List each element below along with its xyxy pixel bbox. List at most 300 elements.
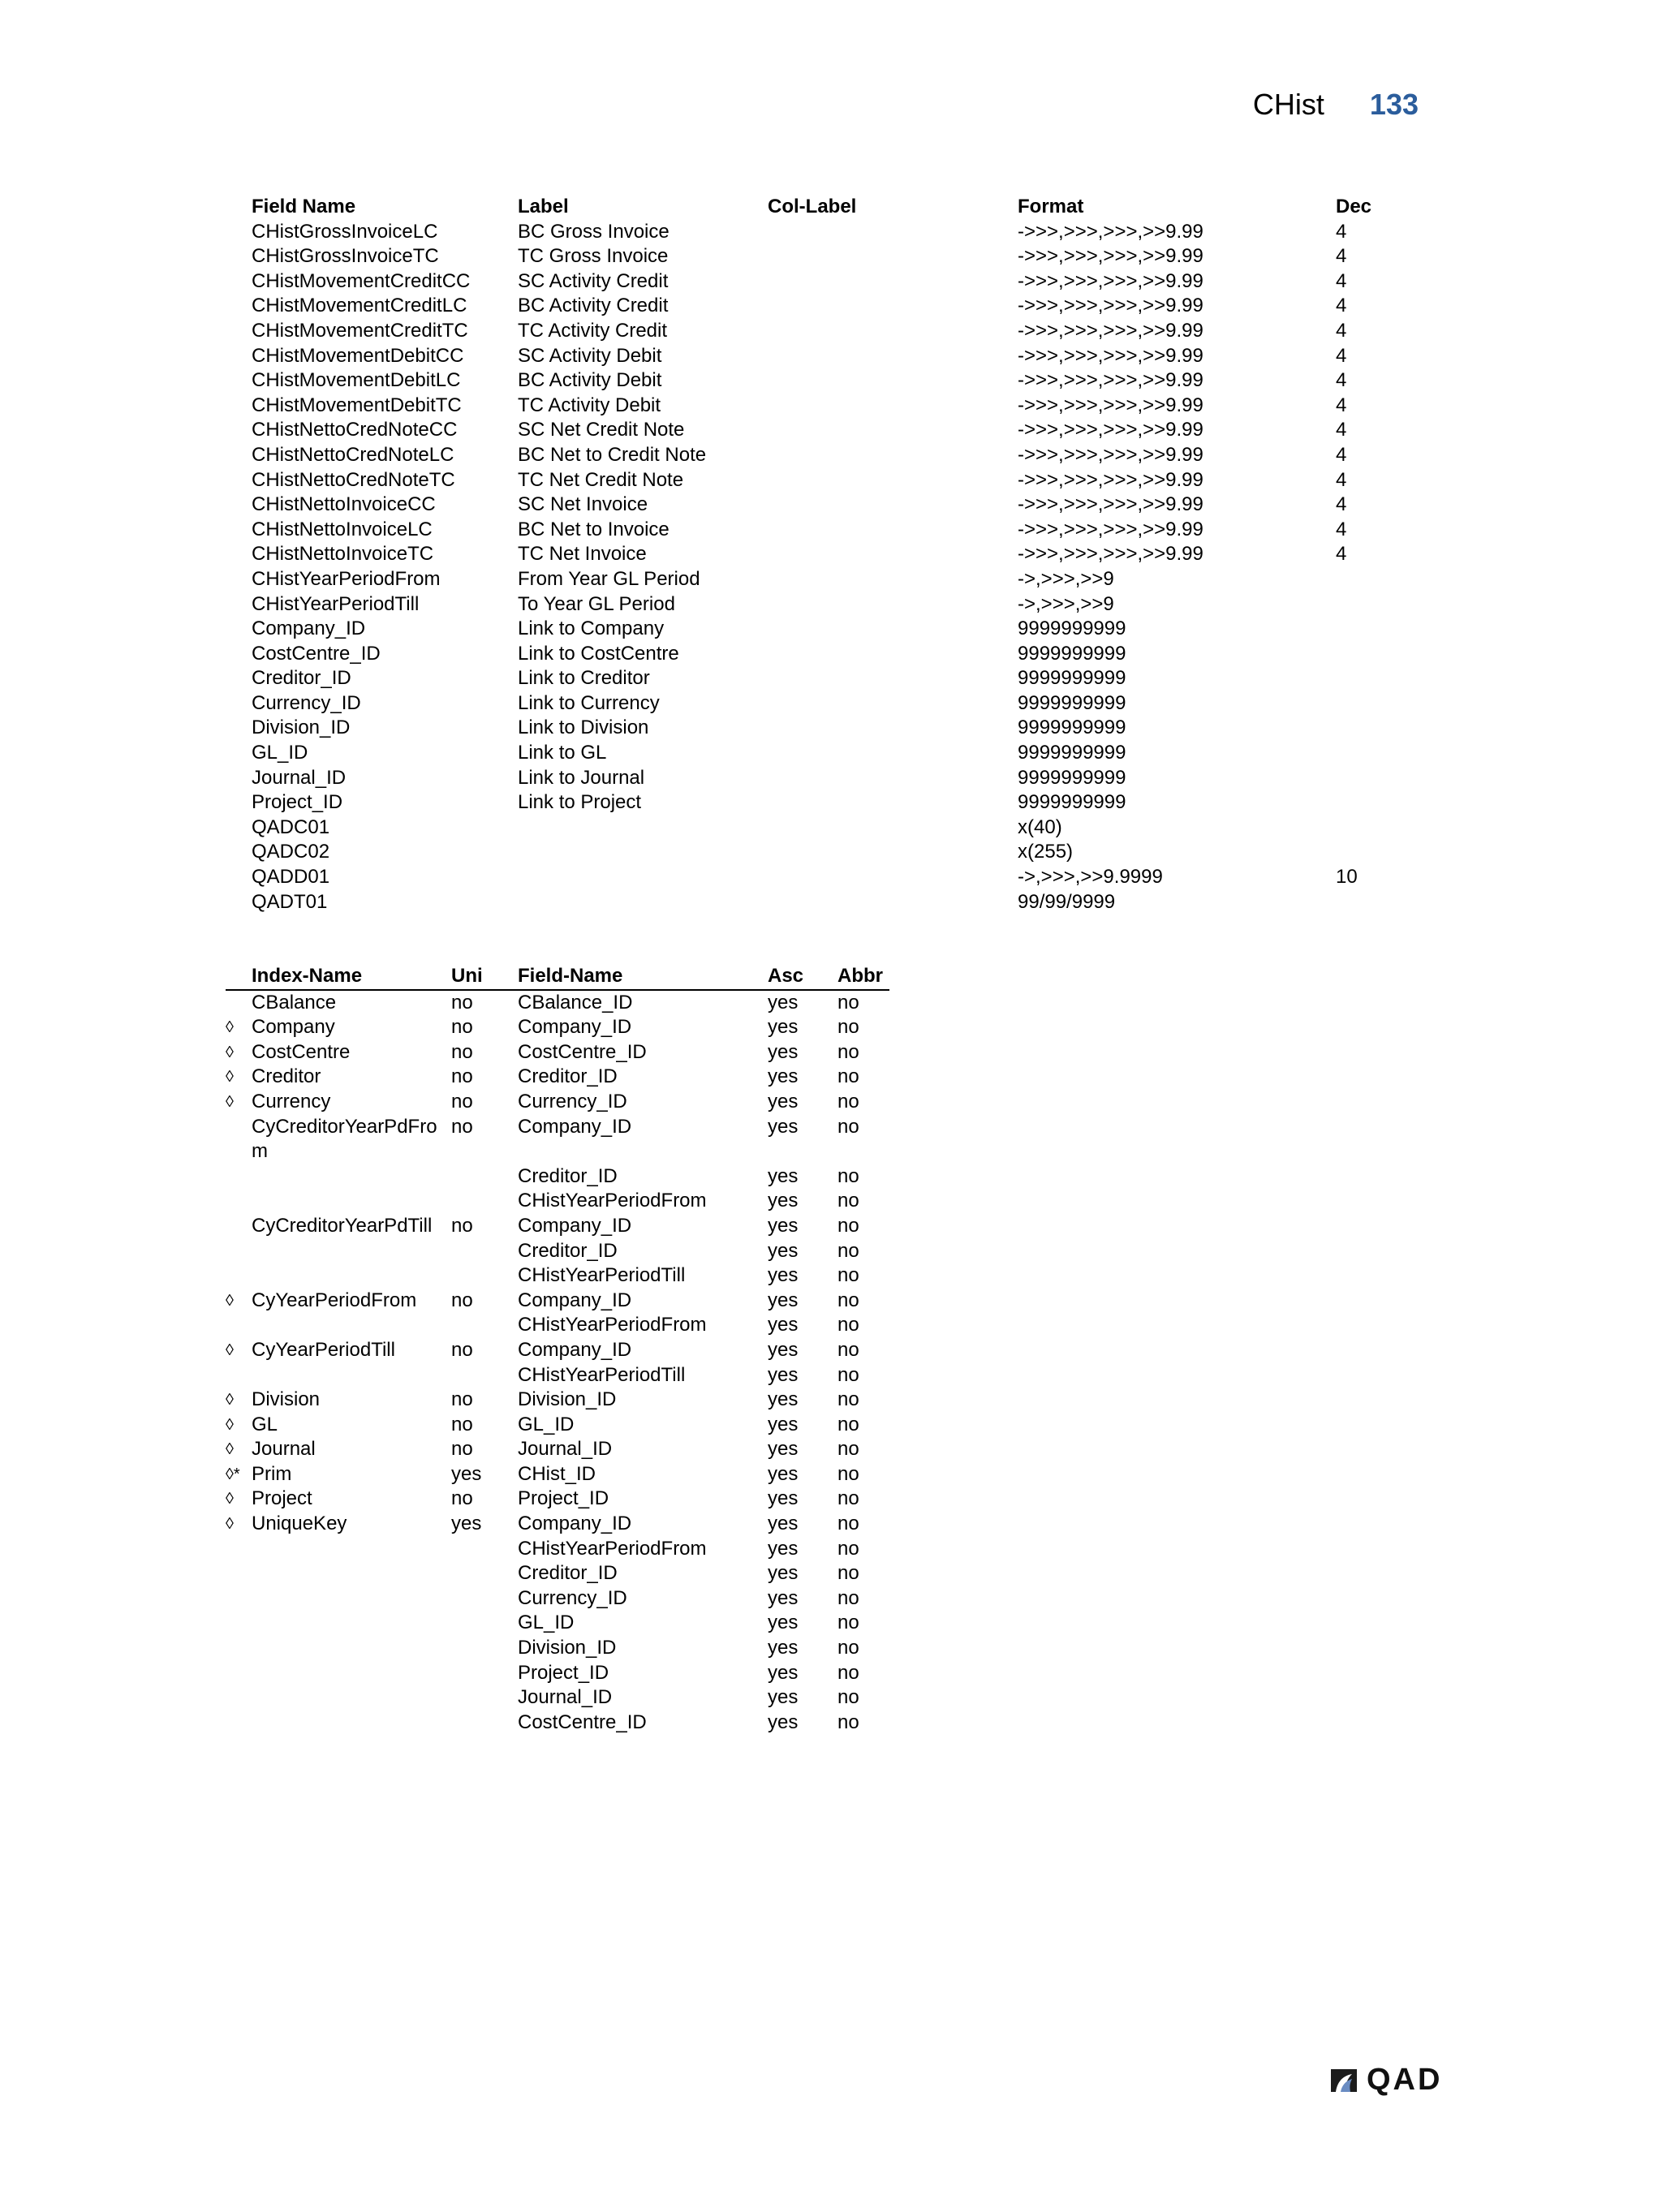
index-cell-asc: yes [768, 1264, 799, 1287]
field-row [252, 691, 1433, 717]
field-cell-label: TC Gross Invoice [518, 245, 669, 268]
field-cell-col-label [768, 244, 1018, 269]
field-cell-dec [1336, 642, 1433, 667]
field-cell-col-label [768, 691, 1018, 717]
field-cell-format: 9999999999 [1018, 742, 1126, 764]
index-cell-uni [451, 1239, 518, 1264]
field-cell-field-name: CHistGrossInvoiceTC [252, 245, 439, 268]
index-cell-field-name: CHistYearPeriodTill [518, 1264, 686, 1287]
field-cell-format: ->>>,>>>,>>>,>>9.99 [1018, 394, 1203, 416]
field-cell-dec [1336, 716, 1433, 741]
index-cell-abbr: no [837, 1314, 859, 1336]
qad-logo-text: QAD [1367, 2063, 1443, 2097]
index-cell-uni: no [451, 1040, 473, 1063]
index-cell-uni [451, 1711, 518, 1736]
col-header-dec: Dec [1336, 196, 1372, 217]
index-cell-asc: yes [768, 1065, 799, 1088]
field-cell-col-label [768, 890, 1018, 915]
index-cell-marker [226, 1263, 252, 1289]
field-cell-dec: 4 [1336, 269, 1347, 292]
field-cell-col-label [768, 617, 1018, 642]
index-cell-field-name: Journal_ID [518, 1686, 613, 1709]
index-cell-abbr: no [837, 1016, 859, 1039]
index-table [226, 964, 889, 1735]
field-row [252, 542, 1433, 567]
field-cell-label: BC Activity Debit [518, 369, 662, 392]
index-cell-index-name [252, 1711, 451, 1736]
field-cell-col-label [768, 642, 1018, 667]
field-cell-format: ->,>>>,>>9 [1018, 567, 1114, 590]
field-cell-field-name: CHistNettoCredNoteCC [252, 419, 458, 441]
field-row [252, 567, 1433, 592]
index-cell-abbr: no [837, 1164, 859, 1187]
field-row [252, 493, 1433, 518]
index-cell-marker [226, 1189, 252, 1214]
field-cell-label [518, 865, 768, 890]
index-cell-index-name: CyYearPeriodTill [252, 1338, 395, 1361]
field-cell-dec: 4 [1336, 369, 1347, 392]
index-cell-abbr: no [837, 1487, 859, 1510]
field-cell-format: 9999999999 [1018, 618, 1126, 640]
field-cell-format: ->>>,>>>,>>>,>>9.99 [1018, 419, 1203, 441]
index-cell-abbr: no [837, 1065, 859, 1088]
index-row [226, 990, 889, 1016]
index-cell-uni [451, 1586, 518, 1612]
index-cell-index-name [252, 1263, 451, 1289]
index-cell-uni [451, 1363, 518, 1388]
field-cell-field-name: Creditor_ID [252, 667, 351, 690]
field-cell-label: TC Net Credit Note [518, 468, 684, 491]
index-cell-index-name [252, 1636, 451, 1661]
field-cell-dec: 4 [1336, 319, 1347, 342]
field-cell-field-name: QADD01 [252, 866, 330, 889]
field-cell-format: x(40) [1018, 816, 1062, 838]
field-row [252, 642, 1433, 667]
index-cell-uni [451, 1611, 518, 1636]
field-row [252, 418, 1433, 443]
index-cell-marker: ◊ [226, 1018, 234, 1037]
index-cell-marker [226, 1363, 252, 1388]
col-header-uni: Uni [451, 964, 518, 990]
index-cell-asc: yes [768, 1612, 799, 1634]
field-row [252, 666, 1433, 691]
index-cell-index-name [252, 1239, 451, 1264]
field-cell-col-label [768, 790, 1018, 816]
col-header-format: Format [1018, 196, 1084, 217]
field-cell-dec: 4 [1336, 295, 1347, 317]
field-cell-field-name: CHistNettoCredNoteLC [252, 443, 454, 466]
field-row [252, 865, 1433, 890]
field-cell-dec: 4 [1336, 419, 1347, 441]
field-cell-field-name: CHistNettoInvoiceCC [252, 493, 436, 516]
index-cell-abbr: no [837, 1711, 859, 1733]
field-cell-field-name: CHistMovementDebitTC [252, 394, 462, 416]
index-cell-abbr: no [837, 1637, 859, 1659]
index-cell-asc: yes [768, 1115, 799, 1138]
index-cell-asc: yes [768, 1040, 799, 1063]
field-cell-field-name: CostCentre_ID [252, 642, 381, 665]
index-cell-uni: no [451, 1438, 473, 1461]
index-cell-marker: ◊ [226, 1092, 234, 1111]
field-cell-field-name: QADT01 [252, 890, 328, 913]
field-cell-format: ->>>,>>>,>>>,>>9.99 [1018, 245, 1203, 268]
index-cell-marker: ◊ [226, 1415, 234, 1434]
index-cell-asc: yes [768, 1164, 799, 1187]
field-cell-col-label [768, 840, 1018, 865]
index-cell-asc: yes [768, 1190, 799, 1212]
index-row [226, 1437, 889, 1462]
field-cell-field-name: CHistNettoInvoiceLC [252, 518, 433, 540]
index-cell-asc: yes [768, 1239, 799, 1262]
index-cell-marker: ◊ [226, 1341, 234, 1359]
field-cell-field-name: CHistMovementDebitCC [252, 344, 464, 367]
index-cell-abbr: no [837, 1289, 859, 1311]
field-cell-label: SC Activity Debit [518, 344, 662, 367]
field-row [252, 617, 1433, 642]
field-cell-label: BC Net to Credit Note [518, 443, 707, 466]
field-cell-dec [1336, 741, 1433, 766]
field-cell-field-name: CHistMovementCreditTC [252, 319, 468, 342]
index-cell-index-name: UniqueKey [252, 1513, 347, 1535]
field-cell-col-label [768, 518, 1018, 543]
index-cell-field-name: CHistYearPeriodTill [518, 1363, 686, 1386]
field-cell-label: BC Activity Credit [518, 295, 669, 317]
index-cell-uni: yes [451, 1462, 482, 1485]
index-cell-marker [226, 1661, 252, 1686]
index-cell-index-name [252, 1561, 451, 1586]
index-row [226, 1561, 889, 1586]
index-cell-asc: yes [768, 1388, 799, 1411]
index-cell-marker: ◊ [226, 1291, 234, 1310]
field-row [252, 790, 1433, 816]
index-cell-index-name: CostCentre [252, 1040, 351, 1063]
index-cell-index-name: Project [252, 1487, 312, 1510]
index-cell-marker [226, 1711, 252, 1736]
field-cell-field-name: CHistMovementCreditCC [252, 269, 471, 292]
page-header [1253, 88, 1419, 122]
field-cell-field-name: CHistMovementDebitLC [252, 369, 461, 392]
index-cell-abbr: no [837, 1537, 859, 1560]
field-row [252, 244, 1433, 269]
index-cell-marker: ◊ [226, 1043, 234, 1061]
index-cell-uni: no [451, 991, 473, 1013]
col-header-marker [226, 964, 252, 990]
index-cell-field-name: Currency_ID [518, 1586, 627, 1609]
index-cell-uni: no [451, 1487, 473, 1510]
index-cell-index-name: Division [252, 1388, 321, 1411]
field-cell-field-name: Journal_ID [252, 766, 347, 789]
index-row [226, 1040, 889, 1065]
index-cell-index-name: CyCreditorYearPdFrom [252, 1115, 437, 1163]
fields-table [252, 195, 1433, 914]
col-header-col-label: Col-Label [768, 196, 857, 217]
index-cell-field-name: Journal_ID [518, 1438, 613, 1461]
field-cell-field-name: QADC01 [252, 816, 330, 838]
field-cell-col-label [768, 220, 1018, 245]
field-cell-dec: 4 [1336, 443, 1347, 466]
index-cell-abbr: no [837, 1239, 859, 1262]
fields-header-row [252, 195, 1433, 220]
index-cell-abbr: no [837, 1214, 859, 1237]
index-cell-abbr: no [837, 1388, 859, 1411]
page-number: 133 [1369, 88, 1419, 121]
field-cell-format: 9999999999 [1018, 791, 1126, 814]
index-cell-asc: yes [768, 1314, 799, 1336]
index-cell-index-name: Prim [252, 1462, 292, 1485]
field-cell-dec [1336, 840, 1433, 865]
index-cell-asc: yes [768, 1438, 799, 1461]
page-title: CHist [1252, 88, 1324, 121]
index-cell-asc: yes [768, 1586, 799, 1609]
index-cell-field-name: CHistYearPeriodFrom [518, 1190, 707, 1212]
index-cell-uni: no [451, 1065, 473, 1088]
field-cell-label: Link to Currency [518, 691, 660, 714]
field-cell-format: ->>>,>>>,>>>,>>9.99 [1018, 468, 1203, 491]
field-cell-dec: 4 [1336, 493, 1347, 516]
index-cell-field-name: CostCentre_ID [518, 1040, 647, 1063]
index-cell-field-name: Company_ID [518, 1513, 632, 1535]
index-cell-field-name: Company_ID [518, 1214, 632, 1237]
field-row [252, 294, 1433, 319]
field-cell-format: ->>>,>>>,>>>,>>9.99 [1018, 319, 1203, 342]
index-cell-index-name: Journal [252, 1438, 316, 1461]
index-cell-field-name: Division_ID [518, 1388, 617, 1411]
field-row [252, 716, 1433, 741]
index-cell-field-name: Project_ID [518, 1487, 609, 1510]
field-cell-label: Link to GL [518, 742, 607, 764]
index-cell-index-name: Currency [252, 1090, 331, 1112]
index-cell-index-name [252, 1661, 451, 1686]
index-cell-abbr: no [837, 1090, 859, 1112]
index-cell-asc: yes [768, 1363, 799, 1386]
field-cell-field-name: Currency_ID [252, 691, 361, 714]
field-cell-label [518, 840, 768, 865]
field-cell-dec: 4 [1336, 394, 1347, 416]
field-row [252, 840, 1433, 865]
index-cell-marker: ◊ [226, 1490, 234, 1508]
field-cell-dec: 4 [1336, 518, 1347, 540]
index-cell-asc: yes [768, 1289, 799, 1311]
index-cell-marker [226, 1214, 252, 1239]
index-cell-asc: yes [768, 1637, 799, 1659]
index-row [226, 1388, 889, 1413]
field-cell-label: Link to Division [518, 717, 649, 739]
field-cell-dec: 4 [1336, 344, 1347, 367]
index-cell-field-name: Creditor_ID [518, 1239, 618, 1262]
index-cell-asc: yes [768, 1462, 799, 1485]
field-cell-format: 9999999999 [1018, 766, 1126, 789]
index-cell-field-name: Company_ID [518, 1289, 632, 1311]
field-cell-field-name: Company_ID [252, 618, 366, 640]
field-cell-format: ->>>,>>>,>>>,>>9.99 [1018, 220, 1203, 243]
index-cell-field-name: GL_ID [518, 1413, 575, 1435]
index-cell-asc: yes [768, 1338, 799, 1361]
field-cell-format: ->>>,>>>,>>>,>>9.99 [1018, 518, 1203, 540]
index-cell-asc: yes [768, 1090, 799, 1112]
field-cell-label: Link to Project [518, 791, 642, 814]
field-cell-format: ->,>>>,>>9 [1018, 592, 1114, 615]
index-cell-uni: no [451, 1413, 473, 1435]
index-cell-field-name: Company_ID [518, 1115, 632, 1138]
index-row [226, 1164, 889, 1190]
col-header-label: Label [518, 196, 569, 217]
index-cell-marker [226, 1685, 252, 1711]
field-cell-dec [1336, 666, 1433, 691]
index-row [226, 1313, 889, 1338]
field-cell-format: 9999999999 [1018, 642, 1126, 665]
field-cell-col-label [768, 741, 1018, 766]
index-row [226, 1214, 889, 1239]
field-row [252, 741, 1433, 766]
index-cell-uni [451, 1636, 518, 1661]
qad-logo [1328, 2063, 1442, 2098]
field-cell-label: From Year GL Period [518, 567, 700, 590]
field-cell-col-label [768, 865, 1018, 890]
index-row [226, 1090, 889, 1115]
index-row [226, 1363, 889, 1388]
field-cell-col-label [768, 542, 1018, 567]
field-cell-field-name: CHistNettoCredNoteTC [252, 468, 455, 491]
field-cell-label: TC Activity Debit [518, 394, 661, 416]
index-row [226, 1289, 889, 1314]
index-cell-asc: yes [768, 991, 799, 1013]
index-cell-abbr: no [837, 1586, 859, 1609]
index-row [226, 1661, 889, 1686]
field-cell-dec: 10 [1336, 866, 1358, 889]
index-row [226, 1537, 889, 1562]
index-cell-asc: yes [768, 1413, 799, 1435]
field-cell-field-name: CHistGrossInvoiceLC [252, 220, 438, 243]
index-cell-marker [226, 1586, 252, 1612]
index-cell-marker [226, 1561, 252, 1586]
field-cell-label: Link to Journal [518, 766, 645, 789]
field-row [252, 344, 1433, 369]
field-cell-col-label [768, 666, 1018, 691]
field-cell-col-label [768, 567, 1018, 592]
index-row [226, 1685, 889, 1711]
index-cell-abbr: no [837, 1413, 859, 1435]
index-cell-marker: ◊ [226, 1391, 234, 1409]
index-cell-index-name: GL [252, 1413, 278, 1435]
index-cell-uni: no [451, 1090, 473, 1112]
field-cell-format: ->>>,>>>,>>>,>>9.99 [1018, 369, 1203, 392]
index-row [226, 1115, 889, 1164]
field-cell-col-label [768, 394, 1018, 419]
field-cell-format: ->>>,>>>,>>>,>>9.99 [1018, 269, 1203, 292]
index-cell-abbr: no [837, 1264, 859, 1287]
field-cell-label: SC Net Credit Note [518, 419, 685, 441]
index-cell-index-name: CBalance [252, 991, 337, 1013]
index-cell-abbr: no [837, 1686, 859, 1709]
index-cell-marker: ◊ [226, 1440, 234, 1459]
index-cell-index-name: CyYearPeriodFrom [252, 1289, 417, 1311]
field-cell-col-label [768, 493, 1018, 518]
field-cell-field-name: Project_ID [252, 791, 343, 814]
index-cell-abbr: no [837, 1363, 859, 1386]
index-cell-field-name: Company_ID [518, 1338, 632, 1361]
index-cell-field-name: Creditor_ID [518, 1562, 618, 1585]
field-cell-field-name: CHistYearPeriodTill [252, 592, 420, 615]
field-cell-format: 9999999999 [1018, 667, 1126, 690]
index-row [226, 1711, 889, 1736]
field-cell-format: ->>>,>>>,>>>,>>9.99 [1018, 344, 1203, 367]
index-row [226, 1487, 889, 1512]
index-row [226, 1338, 889, 1363]
index-cell-uni: no [451, 1016, 473, 1039]
index-cell-uni [451, 1164, 518, 1190]
index-cell-marker [226, 1537, 252, 1562]
index-cell-abbr: no [837, 1190, 859, 1212]
field-cell-dec [1336, 592, 1433, 618]
index-cell-field-name: Creditor_ID [518, 1164, 618, 1187]
index-row [226, 1239, 889, 1264]
index-cell-index-name [252, 1611, 451, 1636]
field-cell-col-label [768, 269, 1018, 295]
index-cell-asc: yes [768, 1487, 799, 1510]
index-row [226, 1636, 889, 1661]
field-cell-format: ->>>,>>>,>>>,>>9.99 [1018, 295, 1203, 317]
index-cell-marker: ◊ [226, 1515, 234, 1534]
field-row [252, 890, 1433, 915]
index-cell-index-name [252, 1363, 451, 1388]
index-cell-index-name: Creditor [252, 1065, 321, 1088]
field-cell-col-label [768, 816, 1018, 841]
field-cell-dec [1336, 790, 1433, 816]
field-cell-format: 9999999999 [1018, 717, 1126, 739]
index-cell-field-name: Division_ID [518, 1637, 617, 1659]
field-cell-dec: 4 [1336, 220, 1347, 243]
index-cell-asc: yes [768, 1537, 799, 1560]
field-cell-field-name: QADC02 [252, 841, 330, 863]
index-cell-asc: yes [768, 1711, 799, 1733]
index-cell-abbr: no [837, 1562, 859, 1585]
field-cell-label [518, 890, 768, 915]
index-cell-asc: yes [768, 1562, 799, 1585]
field-cell-col-label [768, 368, 1018, 394]
index-row [226, 1263, 889, 1289]
index-cell-abbr: no [837, 1338, 859, 1361]
index-cell-abbr: no [837, 1513, 859, 1535]
index-cell-abbr: no [837, 1115, 859, 1138]
index-cell-marker: ◊ [226, 1068, 234, 1087]
field-cell-col-label [768, 294, 1018, 319]
field-row [252, 319, 1433, 344]
index-cell-uni: no [451, 1289, 473, 1311]
index-cell-marker [226, 1636, 252, 1661]
index-cell-abbr: no [837, 1661, 859, 1684]
field-cell-field-name: CHistYearPeriodFrom [252, 567, 441, 590]
field-row [252, 220, 1433, 245]
index-cell-field-name: GL_ID [518, 1612, 575, 1634]
index-cell-asc: yes [768, 1016, 799, 1039]
field-cell-format: 9999999999 [1018, 691, 1126, 714]
index-cell-asc: yes [768, 1686, 799, 1709]
field-row [252, 592, 1433, 618]
field-cell-label [518, 816, 768, 841]
index-cell-field-name: CHistYearPeriodFrom [518, 1537, 707, 1560]
index-cell-uni [451, 1537, 518, 1562]
index-cell-asc: yes [768, 1214, 799, 1237]
qad-logo-icon [1328, 2066, 1360, 2095]
index-cell-marker [226, 1611, 252, 1636]
index-cell-index-name [252, 1189, 451, 1214]
field-cell-label: BC Net to Invoice [518, 518, 670, 540]
field-cell-dec [1336, 691, 1433, 717]
col-header-field-name: Field Name [252, 196, 356, 217]
index-cell-abbr: no [837, 1612, 859, 1634]
index-cell-field-name: CostCentre_ID [518, 1711, 647, 1733]
field-row [252, 518, 1433, 543]
